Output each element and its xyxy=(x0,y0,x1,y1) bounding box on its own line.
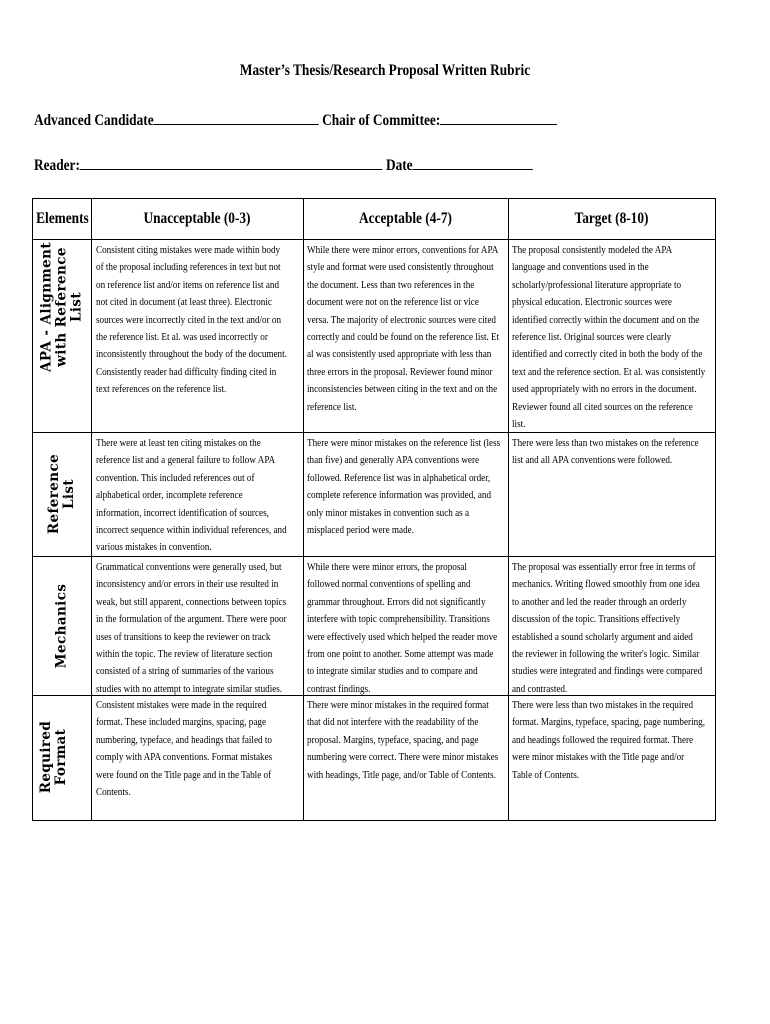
reader-label: Reader: xyxy=(34,157,80,174)
chair-label: Chair of Committee: xyxy=(322,112,441,129)
header-elements: Elements xyxy=(36,210,89,227)
row-label-required-format: Required Format xyxy=(38,720,69,794)
header-target: Target (8-10) xyxy=(574,210,649,227)
header-unacceptable: Unacceptable (0-3) xyxy=(143,210,251,227)
date-label: Date xyxy=(385,157,413,174)
apa-unacceptable-cell: Consistent citing mistakes were made within body of the proposal including references in text but not on reference list and/or items on reference list and not cited in document (at least three). Electronic sources were incorrectly cited in the text and/or on the reference list. Et al. was used incorrectly or inconsistently throughout the body of the document. Consistently reader had difficulty finding cited in text references on the reference list. xyxy=(96,244,287,396)
mechanics-target-cell: The proposal was essentially error free in terms of mechanics. Writing flowed smoothly from one idea to another and led the reader through an orderly discussion of the topic. Transitions effectively established a sound scholarly argument and aided the reviewer in following the writer's logic. Similar studies were integrated and findings were compared and contrasted. xyxy=(512,561,703,695)
row-label-apa-alignment: APA - Alignment with Reference List xyxy=(38,241,85,373)
mechanics-unacceptable-cell: Grammatical conventions were generally used, but inconsistency and/or errors in their use resulted in weak, but still apparent, connections between topics in the formulation of the argument. There were poor uses of transitions to keep the reviewer on track within the topic. The review of literature section consisted of a string of summaries of the various studies with no attempt to integrate similar studies. xyxy=(96,561,287,695)
header-acceptable: Acceptable (4-7) xyxy=(359,210,452,227)
document-title: Master’s Thesis/Research Proposal Written Rubric xyxy=(239,62,531,79)
format-target-cell: There were less than two mistakes in the required format. Margins, typeface, spacing, page numbering, and headings followed the required format. There were minor mistakes with the Title page and/or Table of Contents. xyxy=(512,699,706,781)
reference-acceptable-cell: There were minor mistakes on the reference list (less than five) and generally APA conventions were followed. Reference list was in alphabetical order, complete reference information was provided, and only minor mistakes in convention such as a misplaced period were made. xyxy=(307,437,501,537)
reference-target-cell: There were less than two mistakes on the reference list and all APA conventions were followed. xyxy=(512,437,699,467)
apa-acceptable-cell: While there were minor errors, conventions for APA style and format were used consistently throughout the document. Less than two references in the document were not on the reference list or vice versa. The majority of electronic sources were cited correctly and could be found on the reference list. Et al was consistently used appropriate with less than three errors in the proposal. Reviewer found minor inconsistencies between citing in the text and on the reference list. xyxy=(307,244,500,413)
mechanics-acceptable-cell: While there were minor errors, the proposal followed normal conventions of spelling and grammar throughout. Errors did not significantly interfere with topic comprehensibility. Transitions were effectively used which helped the reader move from one point to another. Some attempt was made to integrate similar studies and to compare and contrast findings. xyxy=(307,561,498,695)
reference-unacceptable-cell: There were at least ten citing mistakes on the reference list and a general failure to follow APA convention. This included references out of alphabetical order, incomplete reference information, incorrect identification of sources, incorrect sequence within individual references, and various mistakes in convention. xyxy=(96,437,287,554)
format-acceptable-cell: There were minor mistakes in the required format that did not interfere with the readability of the proposal. Margins, typeface, spacing, and page numbering were correct. There were minor mistakes with headings, Title page, and/or Table of Contents. xyxy=(307,699,499,781)
row-label-mechanics: Mechanics xyxy=(53,583,70,669)
advanced-candidate-label: Advanced Candidate xyxy=(34,112,154,129)
apa-target-cell: The proposal consistently modeled the APA language and conventions used in the scholarly/professional literature appropriate to physical education. Electronic sources were identified correctly within the document and on the reference list. Original sources were clearly identified and correctly cited in both the body of the text and the reference section. Et al. was consistently used appropriately with no errors in the document. Reviewer found all cited sources on the reference list. xyxy=(512,244,706,431)
format-unacceptable-cell: Consistent mistakes were made in the required format. These included margins, spacing, page numbering, typeface, and headings that failed to comply with APA conventions. Format mistakes were found on the Title page and in the Table of Contents. xyxy=(96,699,273,799)
row-label-reference-list: Reference List xyxy=(46,453,77,535)
